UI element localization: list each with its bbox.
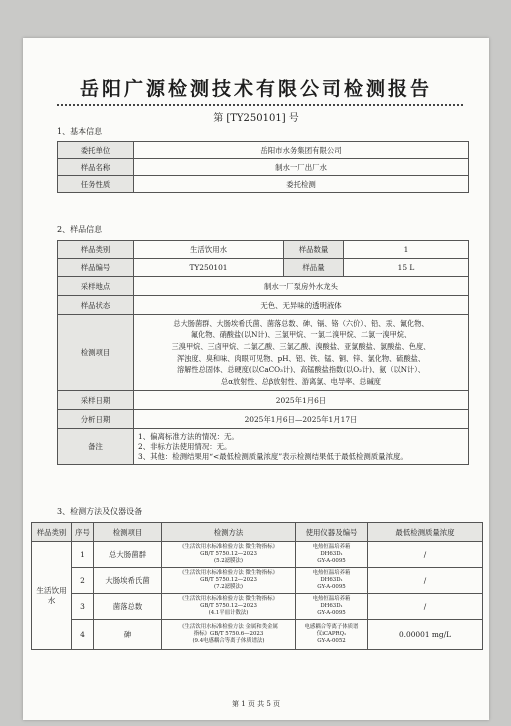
column-header: 最低检测质量浓度 xyxy=(368,523,483,542)
test-items-line: 溶解性总固体、总硬度(以CaCO₃计)、高锰酸盐指数(以O₂计)、氨（以N计）、 xyxy=(177,365,425,375)
task-nature-label: 任务性质 xyxy=(58,176,134,193)
sampling-date-label: 采样日期 xyxy=(58,391,134,410)
table-row xyxy=(58,296,469,315)
instrument xyxy=(296,594,368,620)
sampling-date-value: 2025年1月6日 xyxy=(134,391,469,410)
table-row xyxy=(32,568,483,594)
method-line: 指标》GB/T 5750.6—2023 xyxy=(193,631,264,637)
row-number: 1 xyxy=(72,542,94,568)
instrument-line: 仪iCAPRQ₁ xyxy=(316,631,347,637)
detection-limit: 0.00001 mg/L xyxy=(368,620,483,650)
detection-limit: / xyxy=(368,542,483,568)
sample-qty-label: 样品数量 xyxy=(284,241,344,259)
method-line: (5.2滤膜法) xyxy=(214,558,243,564)
instrument-line: 电感耦合等离子体质谱 xyxy=(304,624,359,630)
method-line: 《生活饮用水标准检验方法 微生物指标》 xyxy=(179,544,278,550)
test-method xyxy=(162,542,296,568)
section-1-heading: 1、基本信息 xyxy=(57,127,103,136)
sample-amount-label: 样品量 xyxy=(284,259,344,277)
instrument-line: DH63D₁ xyxy=(320,551,343,557)
table-row xyxy=(58,176,469,193)
section-3-heading: 3、检测方法及仪器设备 xyxy=(57,507,143,516)
test-items-line: 三溴甲烷、三卤甲烷、二氯乙酸、三氯乙酸、溴酸盐、亚氯酸盐、氯酸盐、色度、 xyxy=(171,341,431,351)
basic-info-table xyxy=(57,141,469,193)
table-row xyxy=(58,259,469,277)
sample-qty-value: 1 xyxy=(344,241,469,259)
table-header-row xyxy=(32,523,483,542)
title-divider xyxy=(57,104,463,106)
instrument-line: GY-A-0095 xyxy=(317,610,346,616)
test-items-line: 总α放射性、总β放射性、游离氯、电导率、总碱度 xyxy=(221,376,381,386)
report-number: 第 [TY250101] 号 xyxy=(213,113,299,124)
sample-state-label: 样品状态 xyxy=(58,296,134,315)
remarks-line: 1、偏离标准方法的情况：无。 xyxy=(138,431,239,441)
remarks-line: 2、非标方法使用情况：无。 xyxy=(138,441,232,451)
table-row xyxy=(58,159,469,176)
report-title: 岳阳广源检测技术有限公司检测报告 xyxy=(79,78,432,100)
table-row xyxy=(32,594,483,620)
instrument-line: GY-A-0052 xyxy=(317,638,346,644)
analysis-date-label: 分析日期 xyxy=(58,410,134,429)
instrument-line: GY-A-0095 xyxy=(317,558,346,564)
section-2-heading: 2、样品信息 xyxy=(57,225,103,234)
instrument xyxy=(296,542,368,568)
instrument xyxy=(296,620,368,650)
test-item: 砷 xyxy=(94,620,162,650)
table-row xyxy=(58,142,469,159)
method-line: GB/T 5750.12—2023 xyxy=(200,603,257,609)
remarks-value xyxy=(134,429,469,465)
column-header: 检测方法 xyxy=(162,523,296,542)
sample-amount-value: 15 L xyxy=(344,259,469,277)
client-value: 岳阳市水务集团有限公司 xyxy=(134,142,469,159)
table-row xyxy=(58,315,469,391)
test-item: 总大肠菌群 xyxy=(94,542,162,568)
client-label: 委托单位 xyxy=(58,142,134,159)
page-number: 第 1 页 共 5 页 xyxy=(231,700,281,708)
instrument-line: 电热恒温培养箱 xyxy=(312,570,351,576)
instrument-line: DH63D₁ xyxy=(320,577,343,583)
table-row xyxy=(32,620,483,650)
instrument-line: 电热恒温培养箱 xyxy=(312,596,351,602)
test-item: 大肠埃希氏菌 xyxy=(94,568,162,594)
table-row xyxy=(32,542,483,568)
detection-limit: / xyxy=(368,594,483,620)
instrument xyxy=(296,568,368,594)
sample-code-value: TY250101 xyxy=(134,259,284,277)
test-items-value xyxy=(134,315,469,391)
instrument-line: GY-A-0095 xyxy=(317,584,346,590)
table-row xyxy=(58,429,469,465)
method-line: GB/T 5750.12—2023 xyxy=(200,577,257,583)
column-header: 检测项目 xyxy=(94,523,162,542)
detection-limit: / xyxy=(368,568,483,594)
sampling-site-value: 制水一厂泵房外水龙头 xyxy=(134,277,469,296)
instrument-line: DH63D₁ xyxy=(320,603,343,609)
table-row xyxy=(58,410,469,429)
method-line: (7.2滤膜法) xyxy=(214,584,243,590)
remarks-label: 备注 xyxy=(58,429,134,465)
test-items-line: 总大肠菌群、大肠埃希氏菌、菌落总数、砷、镉、铬（六价）、铅、汞、氰化物、 xyxy=(173,318,429,328)
method-instrument-table xyxy=(31,522,483,650)
column-header: 使用仪器及编号 xyxy=(296,523,368,542)
row-number: 4 xyxy=(72,620,94,650)
analysis-date-value: 2025年1月6日—2025年1月17日 xyxy=(134,410,469,429)
sampling-site-label: 采样地点 xyxy=(58,277,134,296)
test-item: 菌落总数 xyxy=(94,594,162,620)
method-line: (4.1平皿计数法) xyxy=(208,610,249,616)
row-number: 3 xyxy=(72,594,94,620)
row-number: 2 xyxy=(72,568,94,594)
test-items-label: 检测项目 xyxy=(58,315,134,391)
report-page xyxy=(23,38,489,720)
method-line: 《生活饮用水标准检验方法 微生物指标》 xyxy=(179,570,278,576)
sample-info-table xyxy=(57,240,469,465)
method-line: 《生活饮用水标准检验方法 微生物指标》 xyxy=(179,596,278,602)
table-row xyxy=(58,277,469,296)
method-line: 《生活饮用水标准检验方法 金属和类金属 xyxy=(179,624,278,630)
sample-type-value: 生活饮用水 xyxy=(134,241,284,259)
sample-state-value: 无色、无异味的透明液体 xyxy=(134,296,469,315)
test-items-line: 氟化物、硝酸盐(以N计)、三氯甲烷、一氯二溴甲烷、二氯一溴甲烷、 xyxy=(190,330,412,340)
table-row xyxy=(58,391,469,410)
task-nature-value: 委托检测 xyxy=(134,176,469,193)
column-header: 序号 xyxy=(72,523,94,542)
column-header: 样品类别 xyxy=(32,523,72,542)
test-method xyxy=(162,620,296,650)
method-line: GB/T 5750.12—2023 xyxy=(200,551,257,557)
sample-type-label: 样品类别 xyxy=(58,241,134,259)
sample-name-label: 样品名称 xyxy=(58,159,134,176)
table-row xyxy=(58,241,469,259)
method-line: (9.4电感耦合等离子体质谱法) xyxy=(192,638,265,644)
instrument-line: 电热恒温培养箱 xyxy=(312,544,351,550)
remarks-line: 3、其他：检测结果用“<最低检测质量浓度”表示检测结果低于最低检测质量浓度。 xyxy=(138,451,408,461)
test-method xyxy=(162,568,296,594)
sample-category-cell: 生活饮用水 xyxy=(32,542,72,650)
sample-code-label: 样品编号 xyxy=(58,259,134,277)
test-items-line: 浑浊度、臭和味、肉眼可见物、pH、铝、铁、锰、铜、锌、氯化物、硫酸盐、 xyxy=(176,353,426,363)
test-method xyxy=(162,594,296,620)
sample-name-value: 制水一厂出厂水 xyxy=(134,159,469,176)
